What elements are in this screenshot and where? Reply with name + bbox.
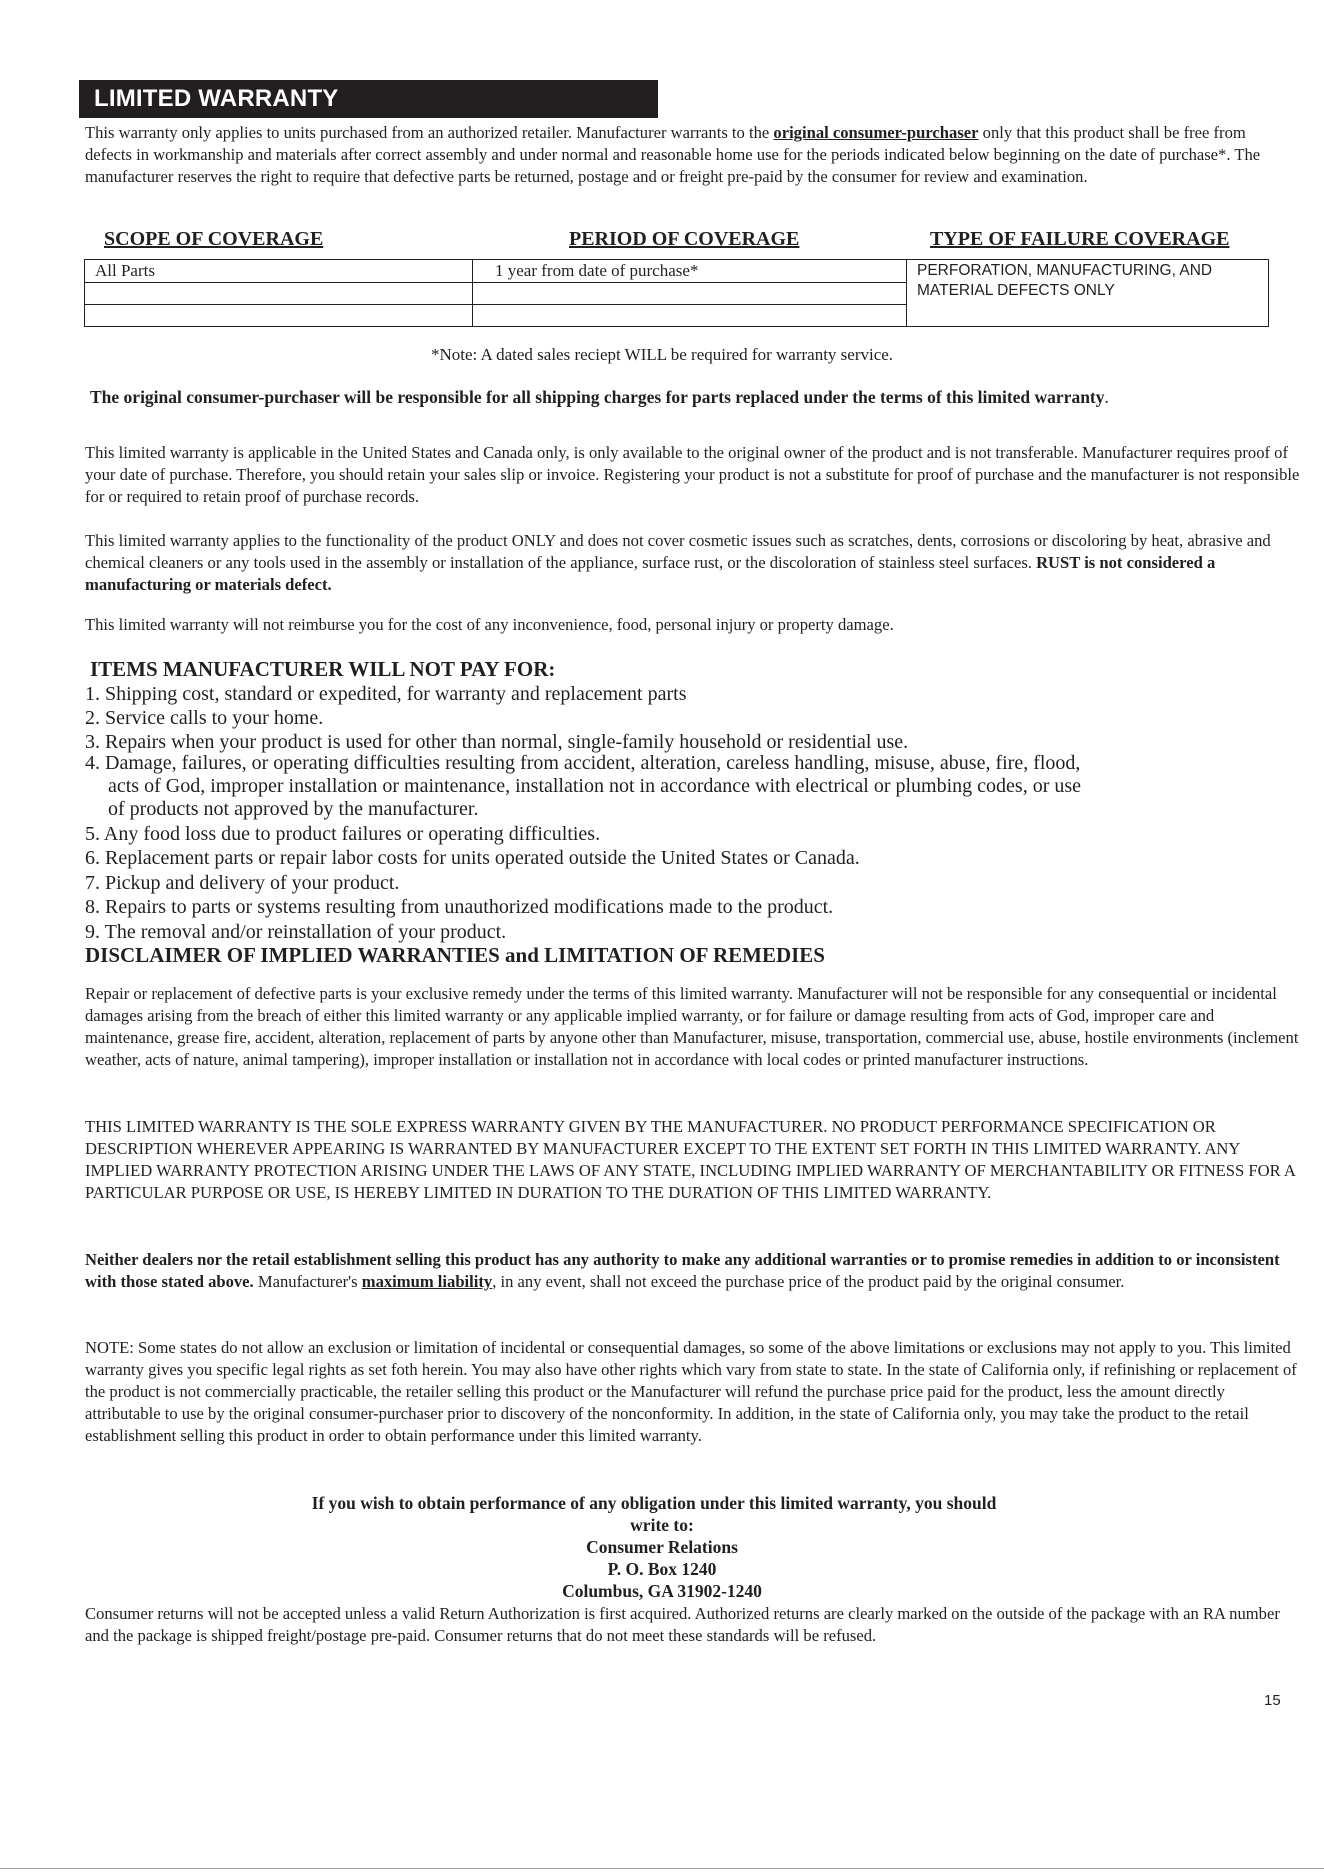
page-number: 15 (1264, 1692, 1281, 1709)
contact-line-3: Consumer Relations (586, 1537, 738, 1557)
period-cell: 1 year from date of purchase* (473, 260, 907, 283)
scope-header: SCOPE OF COVERAGE (104, 228, 324, 250)
items-heading: ITEMS MANUFACTURER WILL NOT PAY FOR: (90, 657, 556, 681)
failure-type-header: TYPE OF FAILURE COVERAGE (930, 228, 1230, 250)
empty-cell (473, 305, 907, 327)
shipping-paragraph (90, 386, 1305, 408)
shipping-tail: . (1104, 387, 1109, 407)
liability-emphasis: maximum liability (361, 1272, 493, 1291)
intro-text-2: only that this product shall be free from defects in workmanship and materials after correct assembly and under normal and reasonable home use for the periods indicated below beginning on the date of purchase*. The manufacturer reserves the right to require that defective parts be returned, postage and or freight pre-paid by the consumer for review and examination. (85, 123, 1261, 186)
period-header: PERIOD OF COVERAGE (569, 228, 800, 250)
contact-line-4: P. O. Box 1240 (607, 1559, 717, 1579)
contact-line-1: If you wish to obtain performance of any obligation under this limited warranty, you should (311, 1493, 997, 1513)
receipt-note: *Note: A dated sales reciept WILL be required for warranty service. (430, 345, 894, 364)
list-item: 2. Service calls to your home. (85, 707, 324, 729)
dealers-mid: Manufacturer's (253, 1272, 362, 1291)
list-item: 8. Repairs to parts or systems resulting from unauthorized modifications made to the product. (85, 896, 834, 918)
shipping-bold: The original consumer-purchaser will be responsible for all shipping charges for parts replaced under the terms of this limited warranty (90, 387, 1105, 407)
intro-emphasis: original consumer-purchaser (773, 123, 979, 142)
list-item: 9. The removal and/or reinstallation of your product. (85, 921, 507, 943)
table-row (85, 260, 1269, 283)
returns-paragraph: Consumer returns will not be accepted unless a valid Return Authorization is first acquired. Authorized returns are clearly marked on the outside of the package with an RA number and the package is shipped freight/postage pre-paid. Consumer returns that do not meet these standards will be refused. (85, 1604, 1280, 1645)
bottom-rule (0, 1868, 1324, 1869)
dealers-paragraph (85, 1249, 1300, 1293)
contact-line-5: Columbus, GA 31902-1240 (562, 1581, 762, 1601)
list-item (85, 752, 1081, 821)
empty-cell (85, 283, 473, 305)
contact-line-2: write to: (630, 1515, 694, 1535)
list-item: 3. Repairs when your product is used for other than normal, single-family household or residential use. (85, 731, 909, 753)
functionality-paragraph (85, 530, 1285, 596)
reimburse-paragraph: This limited warranty will not reimburse you for the cost of any inconvenience, food, personal injury or property damage. (85, 615, 894, 634)
list-item-line: of products not approved by the manufacturer. (108, 798, 479, 820)
coverage-table (84, 259, 1269, 327)
scope-cell: All Parts (85, 260, 473, 283)
states-note-paragraph: NOTE: Some states do not allow an exclusion or limitation of incidental or consequential damages, so some of the above limitations or exclusions may not apply to you. This limited warranty gives you specific legal rights as set foth herein. You may also have other rights which vary from state to state. In the state of California only, if refinishing or replacement of the product is not commercially practicable, the retailer selling this product or the Manufacturer will refund the purchase price paid for the product, less the amount directly attributable to use by the original consumer-purchaser prior to discovery of the nonconformity. In addition, in the state of California only, you may take the product to the retail establishment selling this product in order to obtain performance under this limited warranty. (85, 1338, 1297, 1445)
sole-express-paragraph: THIS LIMITED WARRANTY IS THE SOLE EXPRESS WARRANTY GIVEN BY THE MANUFACTURER. NO PRODUCT PERFORMANCE SPECIFICATION OR DESCRIPTION WHEREVER APPEARING IS WARRANTED BY MANUFACTURER EXCEPT TO THE EXTENT SET FORTH IN THIS LIMITED WARRANTY. ANY IMPLIED WARRANTY PROTECTION ARISING UNDER THE LAWS OF ANY STATE, INCLUDING IMPLIED WARRANTY OF MERCHANTABILITY OR FITNESS FOR A PARTICULAR PURPOSE OR USE, IS HEREBY LIMITED IN DURATION TO THE DURATION OF THIS LIMITED WARRANTY. (85, 1117, 1295, 1202)
list-item-line: acts of God, improper installation or maintenance, installation not in accordance with electrical or plumbing codes, or use (108, 775, 1082, 797)
failure-type-cell: PERFORATION, MANUFACTURING, AND MATERIAL DEFECTS ONLY (907, 260, 1269, 327)
list-item: 5. Any food loss due to product failures or operating difficulties. (85, 823, 601, 845)
page-title: LIMITED WARRANTY (79, 80, 658, 118)
empty-cell (85, 305, 473, 327)
dealers-bold: Neither dealers nor the retail establishment selling this product has any authority to make any additional warranties or to promise remedies in addition to or inconsistent with those stated above. (85, 1250, 1280, 1291)
applicability-paragraph: This limited warranty is applicable in the United States and Canada only, is only available to the original owner of the product and is not transferable. Manufacturer requires proof of your date of purchase. Therefore, you should retain your sales slip or invoice. Registering your product is not a substitute for proof of purchase and the manufacturer is not responsible for or required to retain proof of purchase records. (85, 443, 1300, 506)
list-item: 1. Shipping cost, standard or expedited, for warranty and replacement parts (85, 683, 687, 705)
empty-cell (473, 283, 907, 305)
rust-statement: RUST is not considered a manufacturing or materials defect. (85, 553, 1216, 594)
dealers-tail: , in any event, shall not exceed the purchase price of the product paid by the original consumer. (492, 1272, 1125, 1291)
list-item: 7. Pickup and delivery of your product. (85, 872, 400, 894)
intro-paragraph (85, 122, 1285, 188)
list-item: 6. Replacement parts or repair labor costs for units operated outside the United States or Canada. (85, 847, 860, 869)
list-item-line: 4. Damage, failures, or operating difficulties resulting from accident, alteration, careless handling, misuse, abuse, fire, flood, (85, 752, 1081, 774)
disclaimer-heading: DISCLAIMER OF IMPLIED WARRANTIES and LIMITATION OF REMEDIES (85, 943, 825, 967)
functionality-text: This limited warranty applies to the functionality of the product ONLY and does not cover cosmetic issues such as scratches, dents, corrosions or discoloring by heat, abrasive and chemical cleaners or any tools used in the assembly or installation of the appliance, surface rust, or the discoloration of stainless steel surfaces. (85, 531, 1271, 572)
repair-paragraph: Repair or replacement of defective parts is your exclusive remedy under the terms of this limited warranty. Manufacturer will not be responsible for any consequential or incidental damages arising from the breach of either this limited warranty or any applicable implied warranty, or for failure or damage resulting from acts of God, improper care and maintenance, grease fire, accident, alteration, replacement of parts by anyone other than Manufacturer, misuse, transportation, commercial use, abuse, hostile environments (inclement weather, acts of nature, animal tampering), improper installation or installation not in accordance with local codes or printed manufacturer instructions. (85, 984, 1299, 1069)
intro-text-1: This warranty only applies to units purchased from an authorized retailer. Manufacturer warrants to the (85, 123, 774, 142)
